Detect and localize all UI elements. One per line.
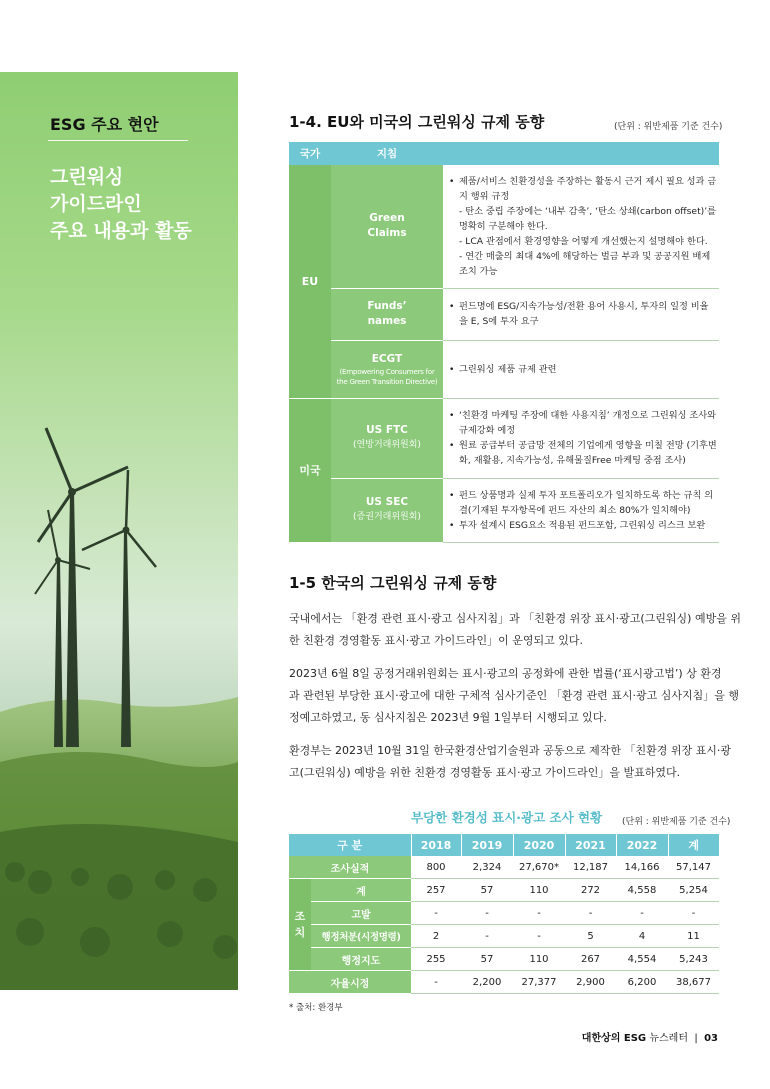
guide-us-ftc: US FTC (연방거래위원회) [331,398,443,478]
guide-funds-names: Funds’ names [331,288,443,340]
header-guide: 지침 [331,142,443,165]
table-title: 부당한 환경성 표시·광고 조사 현황 [411,810,603,825]
desc-funds-names: • 펀드명에 ESG/지속가능성/전환 용어 사용시, 투자의 일정 비율을 E, S에 투자 요구 [443,288,719,340]
desc-ecgt: • 그린워싱 제품 규제 관련 [443,340,719,398]
regulation-table [289,142,719,543]
header-country: 국가 [289,142,331,165]
desc-us-sec: • 펀드 상품명과 실제 투자 포트폴리오가 일치하도록 하는 규칙 의결(기재된 투자항목에 펀드 자산의 최소 80%가 일치해야) • 투자 설계시 ESG요소 적용된 펀드포함, 그린워싱 리스크 보완 [443,478,719,542]
total-header: 계 [668,834,719,856]
table-row: 행정지도 255 57 110 267 4,554 5,243 [289,948,719,971]
year-header: 2020 [513,834,565,856]
guide-green-claims: Green Claims [331,165,443,288]
table-row: 행정처분(시정명령) 2 - - 5 4 11 [289,925,719,948]
investigation-table [289,834,719,994]
header-category: 구 분 [289,834,411,856]
table-row: 조사실적 800 2,324 27,670* 12,187 14,166 57,147 [289,856,719,879]
section-tag: ESG 주요 현안 [50,115,159,134]
source-note: * 출처: 환경부 [289,1003,343,1013]
sidebar [0,72,238,990]
desc-us-ftc: • ‘친환경 마케팅 주장에 대한 사용지침’ 개정으로 그린워싱 조사와 규제강화 예정 • 원료 공급부터 공급망 전체의 기업에게 영향을 미칠 전망 (기후변화, 재활용, 지속가능성, 유해물질Free 마케팅 중점 조사) [443,398,719,478]
country-us: 미국 [289,398,331,542]
table-unit-note: (단위 : 위반제품 기준 건수) [622,817,731,827]
section-title-eu-us: 1-4. EU와 미국의 그린워싱 규제 동향 [289,113,545,131]
paragraph-1: 국내에서는 「환경 관련 표시·광고 심사지침」과 「친환경 위장 표시·광고(그린워싱) 예방을 위 한 친환경 경영활동 표시·광고 가이드라인」이 운영되고 있다. [289,612,741,647]
year-header: 2018 [411,834,461,856]
year-header: 2022 [616,834,668,856]
page-footer: 대한상의 ESG 뉴스레터 | 03 [581,1033,718,1044]
guide-us-sec: US SEC (증권거래위원회) [331,478,443,542]
divider [48,140,188,141]
table-row: 고발 - - - - - - [289,902,719,925]
guide-ecgt: ECGT (Empowering Consumers for the Green Transition Directive) [331,340,443,398]
section-title-korea: 1-5 한국의 그린워싱 규제 동향 [289,574,497,592]
country-eu: EU [289,165,331,398]
header-blank [443,142,719,165]
year-header: 2021 [565,834,616,856]
sidebar-title: 그린워싱 가이드라인 주요 내용과 활동 [50,166,192,242]
year-header: 2019 [461,834,513,856]
paragraph-2: 2023년 6월 8일 공정거래위원회는 표시·광고의 공정화에 관한 법률(‘표시광고법’) 상 환경 과 관련된 부당한 표시·광고에 대한 구체적 심사기준인 「환경 관련 표시·광고 심사지침」을 행 정예고하였고, 동 심사지침은 2023년 9월 1일부터 시행되고 있다. [289,667,739,724]
unit-note: (단위 : 위반제품 기준 건수) [614,122,723,132]
table-row: 조 치 계 257 57 110 272 4,558 5,254 [289,879,719,902]
desc-green-claims: • 제품/서비스 친환경성을 주장하는 활동시 근거 제시 필요 성과 금지 행위 규정 - 탄소 중립 주장에는 ‘내부 감축’, ‘탄소 상쇄(carbon offset)’를 명확히 구분해야 한다. - LCA 관점에서 환경영향을 어떻게 개선했는지 설명해야 한다. - 연간 매출의 최대 4%에 해당하는 벌금 부과 및 공공지원 배제 조치 가능 [443,165,719,288]
group-label: 조 치 [289,879,311,971]
paragraph-3: 환경부는 2023년 10월 31일 한국환경산업기술원과 공동으로 제작한 「친환경 위장 표시·광 고(그린워싱) 예방을 위한 친환경 경영활동 표시·광고 가이드라인」을 발표하였다. [289,744,731,779]
table-row: 자율시정 - 2,200 27,377 2,900 6,200 38,677 [289,971,719,994]
